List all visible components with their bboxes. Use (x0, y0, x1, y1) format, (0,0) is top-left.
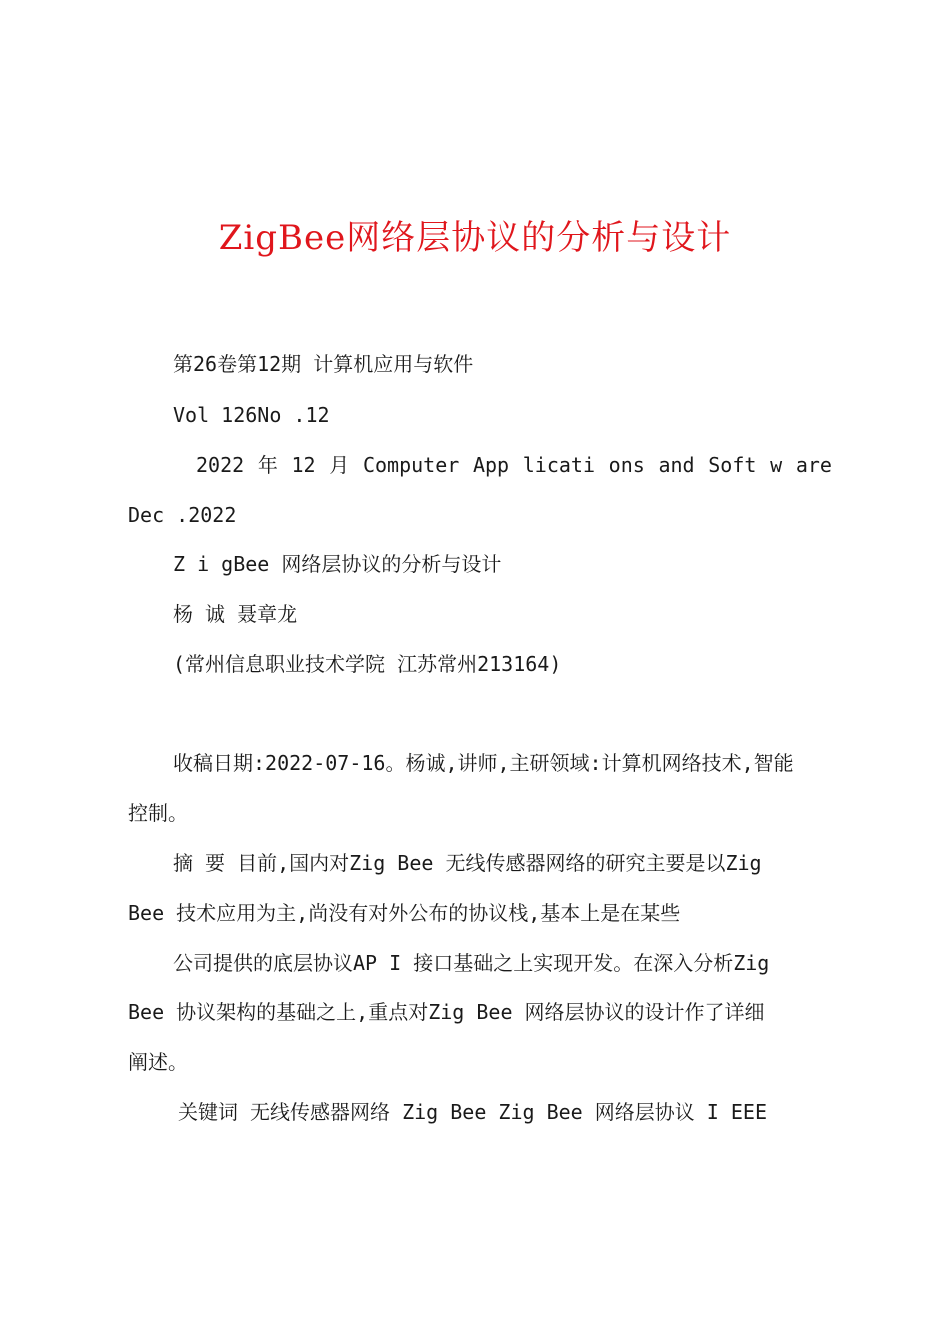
subtitle: Z i gBee 网络层协议的分析与设计 (173, 552, 502, 576)
volume-line: Vol 126No .12 (173, 403, 330, 427)
date-line (196, 451, 832, 479)
received-line-2: 控制。 (128, 801, 188, 825)
date-token: ons (608, 453, 645, 477)
date-line-continued: Dec .2022 (128, 503, 237, 527)
date-token: Computer (362, 453, 460, 477)
abstract-line-1: 摘 要 目前,国内对Zig Bee 无线传感器网络的研究主要是以Zig (173, 851, 762, 875)
date-token: 月 (329, 453, 350, 477)
date-token: 12 (291, 453, 316, 477)
document-title: ZigBee网络层协议的分析与设计 (218, 218, 732, 258)
abstract-line-3: 公司提供的底层协议AP I 接口基础之上实现开发。在深入分析Zig (173, 951, 770, 975)
journal-line: 第26卷第12期 计算机应用与软件 (173, 352, 474, 376)
abstract-line-2: Bee 技术应用为主,尚没有对外公布的协议栈,基本上是在某些 (128, 901, 681, 925)
date-token: 年 (257, 453, 278, 477)
date-token: 2022 (196, 453, 245, 477)
affiliation: (常州信息职业技术学院 江苏常州213164) (173, 652, 562, 676)
date-token: licati (522, 453, 595, 477)
authors: 杨 诚 聂章龙 (173, 602, 298, 626)
keywords-line: 关键词 无线传感器网络 Zig Bee Zig Bee 网络层协议 I EEE (178, 1100, 767, 1124)
date-token: Soft (708, 453, 757, 477)
date-token: App (472, 453, 510, 477)
abstract-line-5: 阐述。 (128, 1050, 188, 1074)
date-token: w (770, 453, 783, 477)
abstract-line-4: Bee 协议架构的基础之上,重点对Zig Bee 网络层协议的设计作了详细 (128, 1000, 765, 1024)
date-token: are (795, 453, 832, 477)
received-line-1: 收稿日期:2022-07-16。杨诚,讲师,主研领域:计算机网络技术,智能 (173, 751, 794, 775)
date-token: and (658, 453, 695, 477)
